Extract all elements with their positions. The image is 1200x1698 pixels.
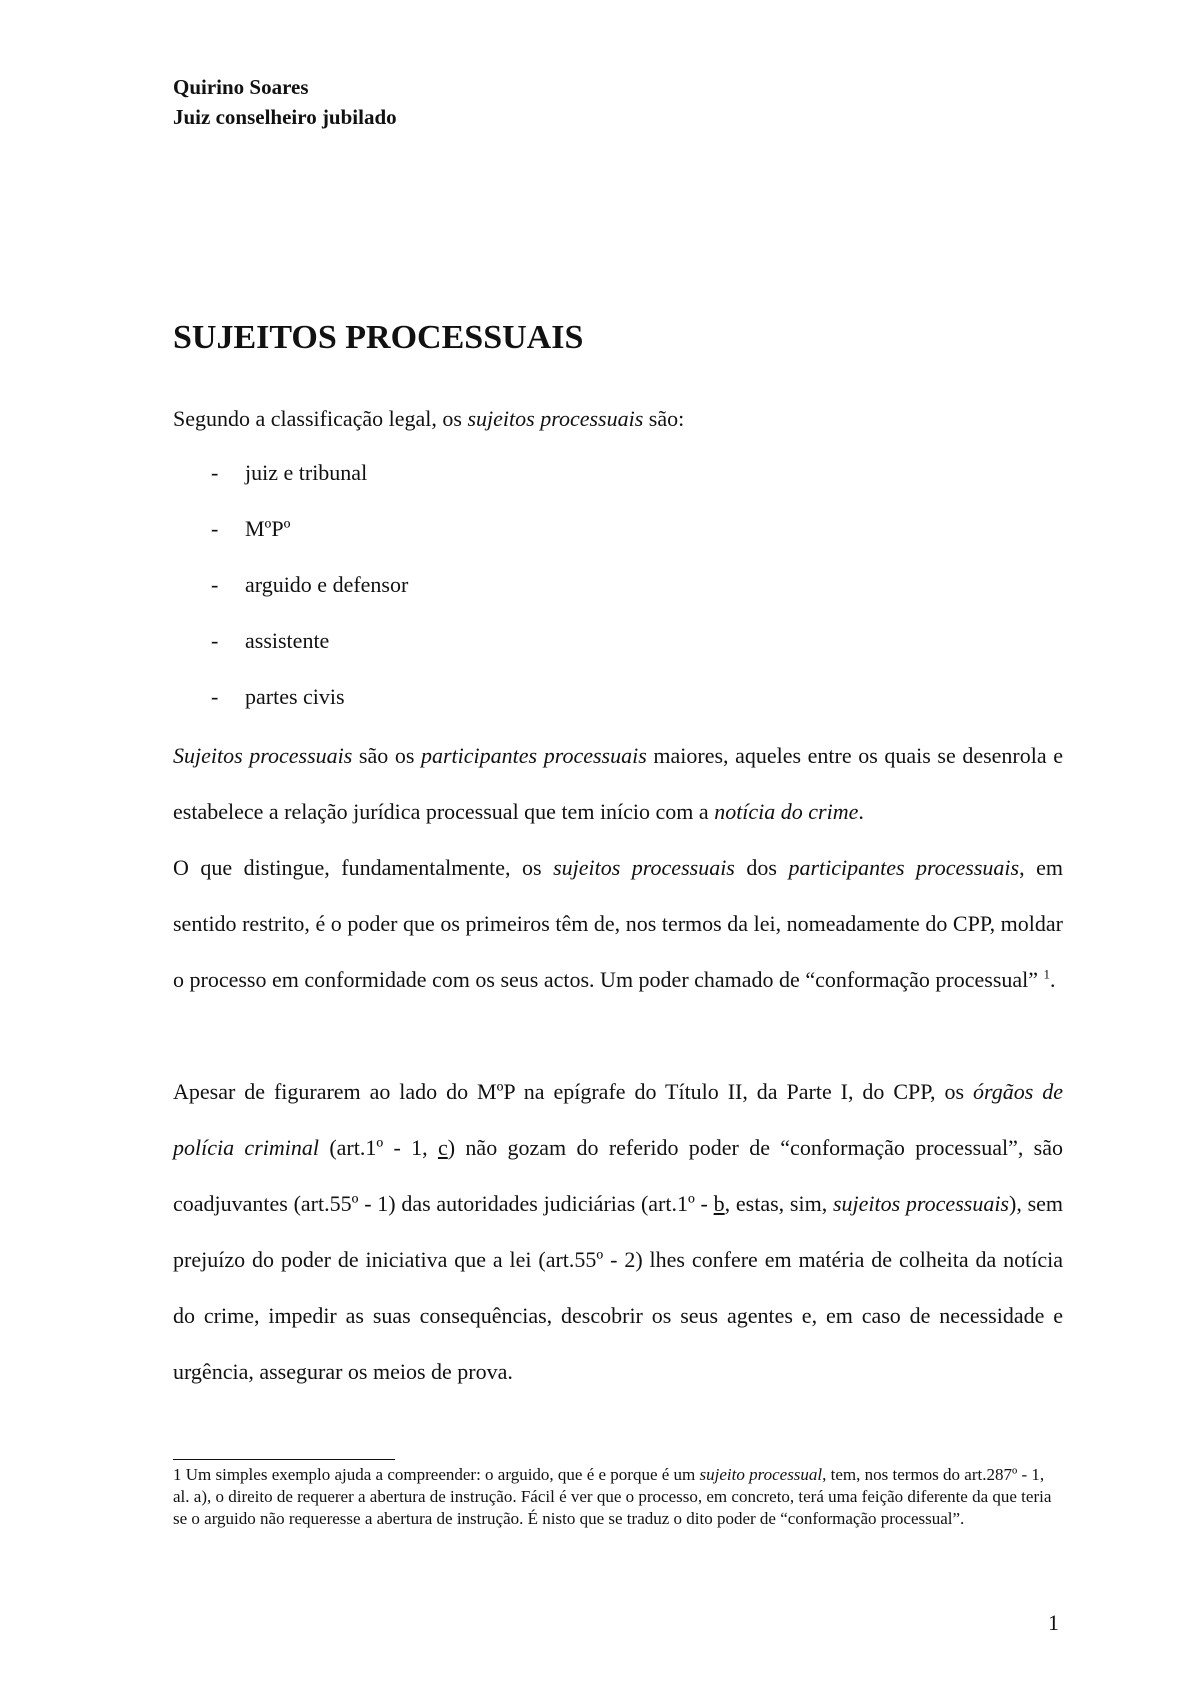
text-run: O que distingue, fundamentalmente, os	[173, 855, 554, 880]
italic-term: notícia do crime	[714, 799, 859, 824]
italic-term: participantes processuais	[788, 855, 1020, 880]
author-name: Quirino Soares	[173, 75, 309, 99]
intro-text: Segundo a classificação legal, os	[173, 406, 468, 431]
author-title: Juiz conselheiro jubilado	[173, 105, 397, 129]
paragraph-2	[173, 840, 1063, 1008]
text-run: , estas, sim,	[724, 1191, 833, 1216]
list-item-text: partes civis	[245, 684, 345, 709]
footnote-separator	[173, 1459, 395, 1460]
text-run: .	[858, 799, 864, 824]
document-title: SUJEITOS PROCESSUAIS	[173, 319, 584, 356]
footnote-reference[interactable]: 1	[1043, 966, 1051, 982]
author-block	[173, 72, 397, 132]
text-run: ), sem prejuízo do poder de iniciativa que a lei (art.55º - 2) lhes confere em matéria de colheita da notícia do crime, impedir as suas consequências, descobrir os seus agentes e, em caso de necessidade e urgência, assegurar os meios de prova.	[173, 1191, 1064, 1384]
italic-term: sujeito processual	[699, 1465, 823, 1484]
list-item-text: assistente	[245, 628, 330, 653]
list-dash: -	[211, 684, 219, 709]
text-run: Apesar de figurarem ao lado do MºP na epígrafe do Título II, da Parte I, do CPP, os	[173, 1079, 973, 1104]
text-run: dos	[734, 855, 789, 880]
intro-italic-term: sujeitos processuais	[467, 406, 644, 431]
list-item-text: arguido e defensor	[245, 572, 409, 597]
paragraph-3	[173, 1064, 1063, 1400]
text-run: são os	[352, 743, 421, 768]
text-run: ) não gozam do referido poder de “conformação processual”, são coadjuvantes (art.55º - 1) das autoridades judiciárias (art.1º -	[173, 1135, 1063, 1216]
italic-term: sujeitos processuais	[553, 855, 735, 880]
paragraph-1	[173, 728, 1063, 840]
italic-term: participantes processuais	[421, 743, 647, 768]
text-run: , em sentido restrito, é o poder que os primeiros têm de, nos termos da lei, nomeadamente do CPP, moldar o processo em conformidade com os seus actos. Um poder chamado de “conformação processual”	[173, 855, 1063, 992]
text-run: 1 Um simples exemplo ajuda a compreender: o arguido, que é e porque é um	[173, 1465, 700, 1484]
list-dash: -	[211, 460, 219, 485]
page-number: 1	[1048, 1610, 1059, 1635]
list-item-text: MºPº	[245, 516, 291, 541]
intro-text-end: são:	[643, 406, 685, 431]
list-dash: -	[211, 572, 219, 597]
text-run: , tem, nos termos do art.287º - 1, al. a), o direito de requerer a abertura de instrução. Fácil é ver que o processo, em concreto, terá uma feição diferente da que teria se o arguido não requeresse a abertura de instrução. É nisto que se traduz o dito poder de “conformação processual”.	[173, 1465, 1052, 1528]
text-run: (art.1º - 1,	[318, 1135, 438, 1160]
footnote	[173, 1464, 1053, 1530]
list-item-text: juiz e tribunal	[245, 460, 368, 485]
underlined-letter: c	[438, 1135, 448, 1160]
italic-term: órgãos de polícia criminal	[173, 1079, 1063, 1160]
list-dash: -	[211, 516, 219, 541]
intro-sentence	[173, 404, 684, 434]
italic-term: sujeitos processuais	[832, 1191, 1009, 1216]
list-dash: -	[211, 628, 219, 653]
underlined-letter: b	[713, 1191, 725, 1216]
text-run: .	[1050, 967, 1056, 992]
text-run: maiores, aqueles entre os quais se desenrola e estabelece a relação jurídica processual que tem início com a	[173, 743, 1063, 824]
italic-term: Sujeitos processuais	[173, 743, 353, 768]
